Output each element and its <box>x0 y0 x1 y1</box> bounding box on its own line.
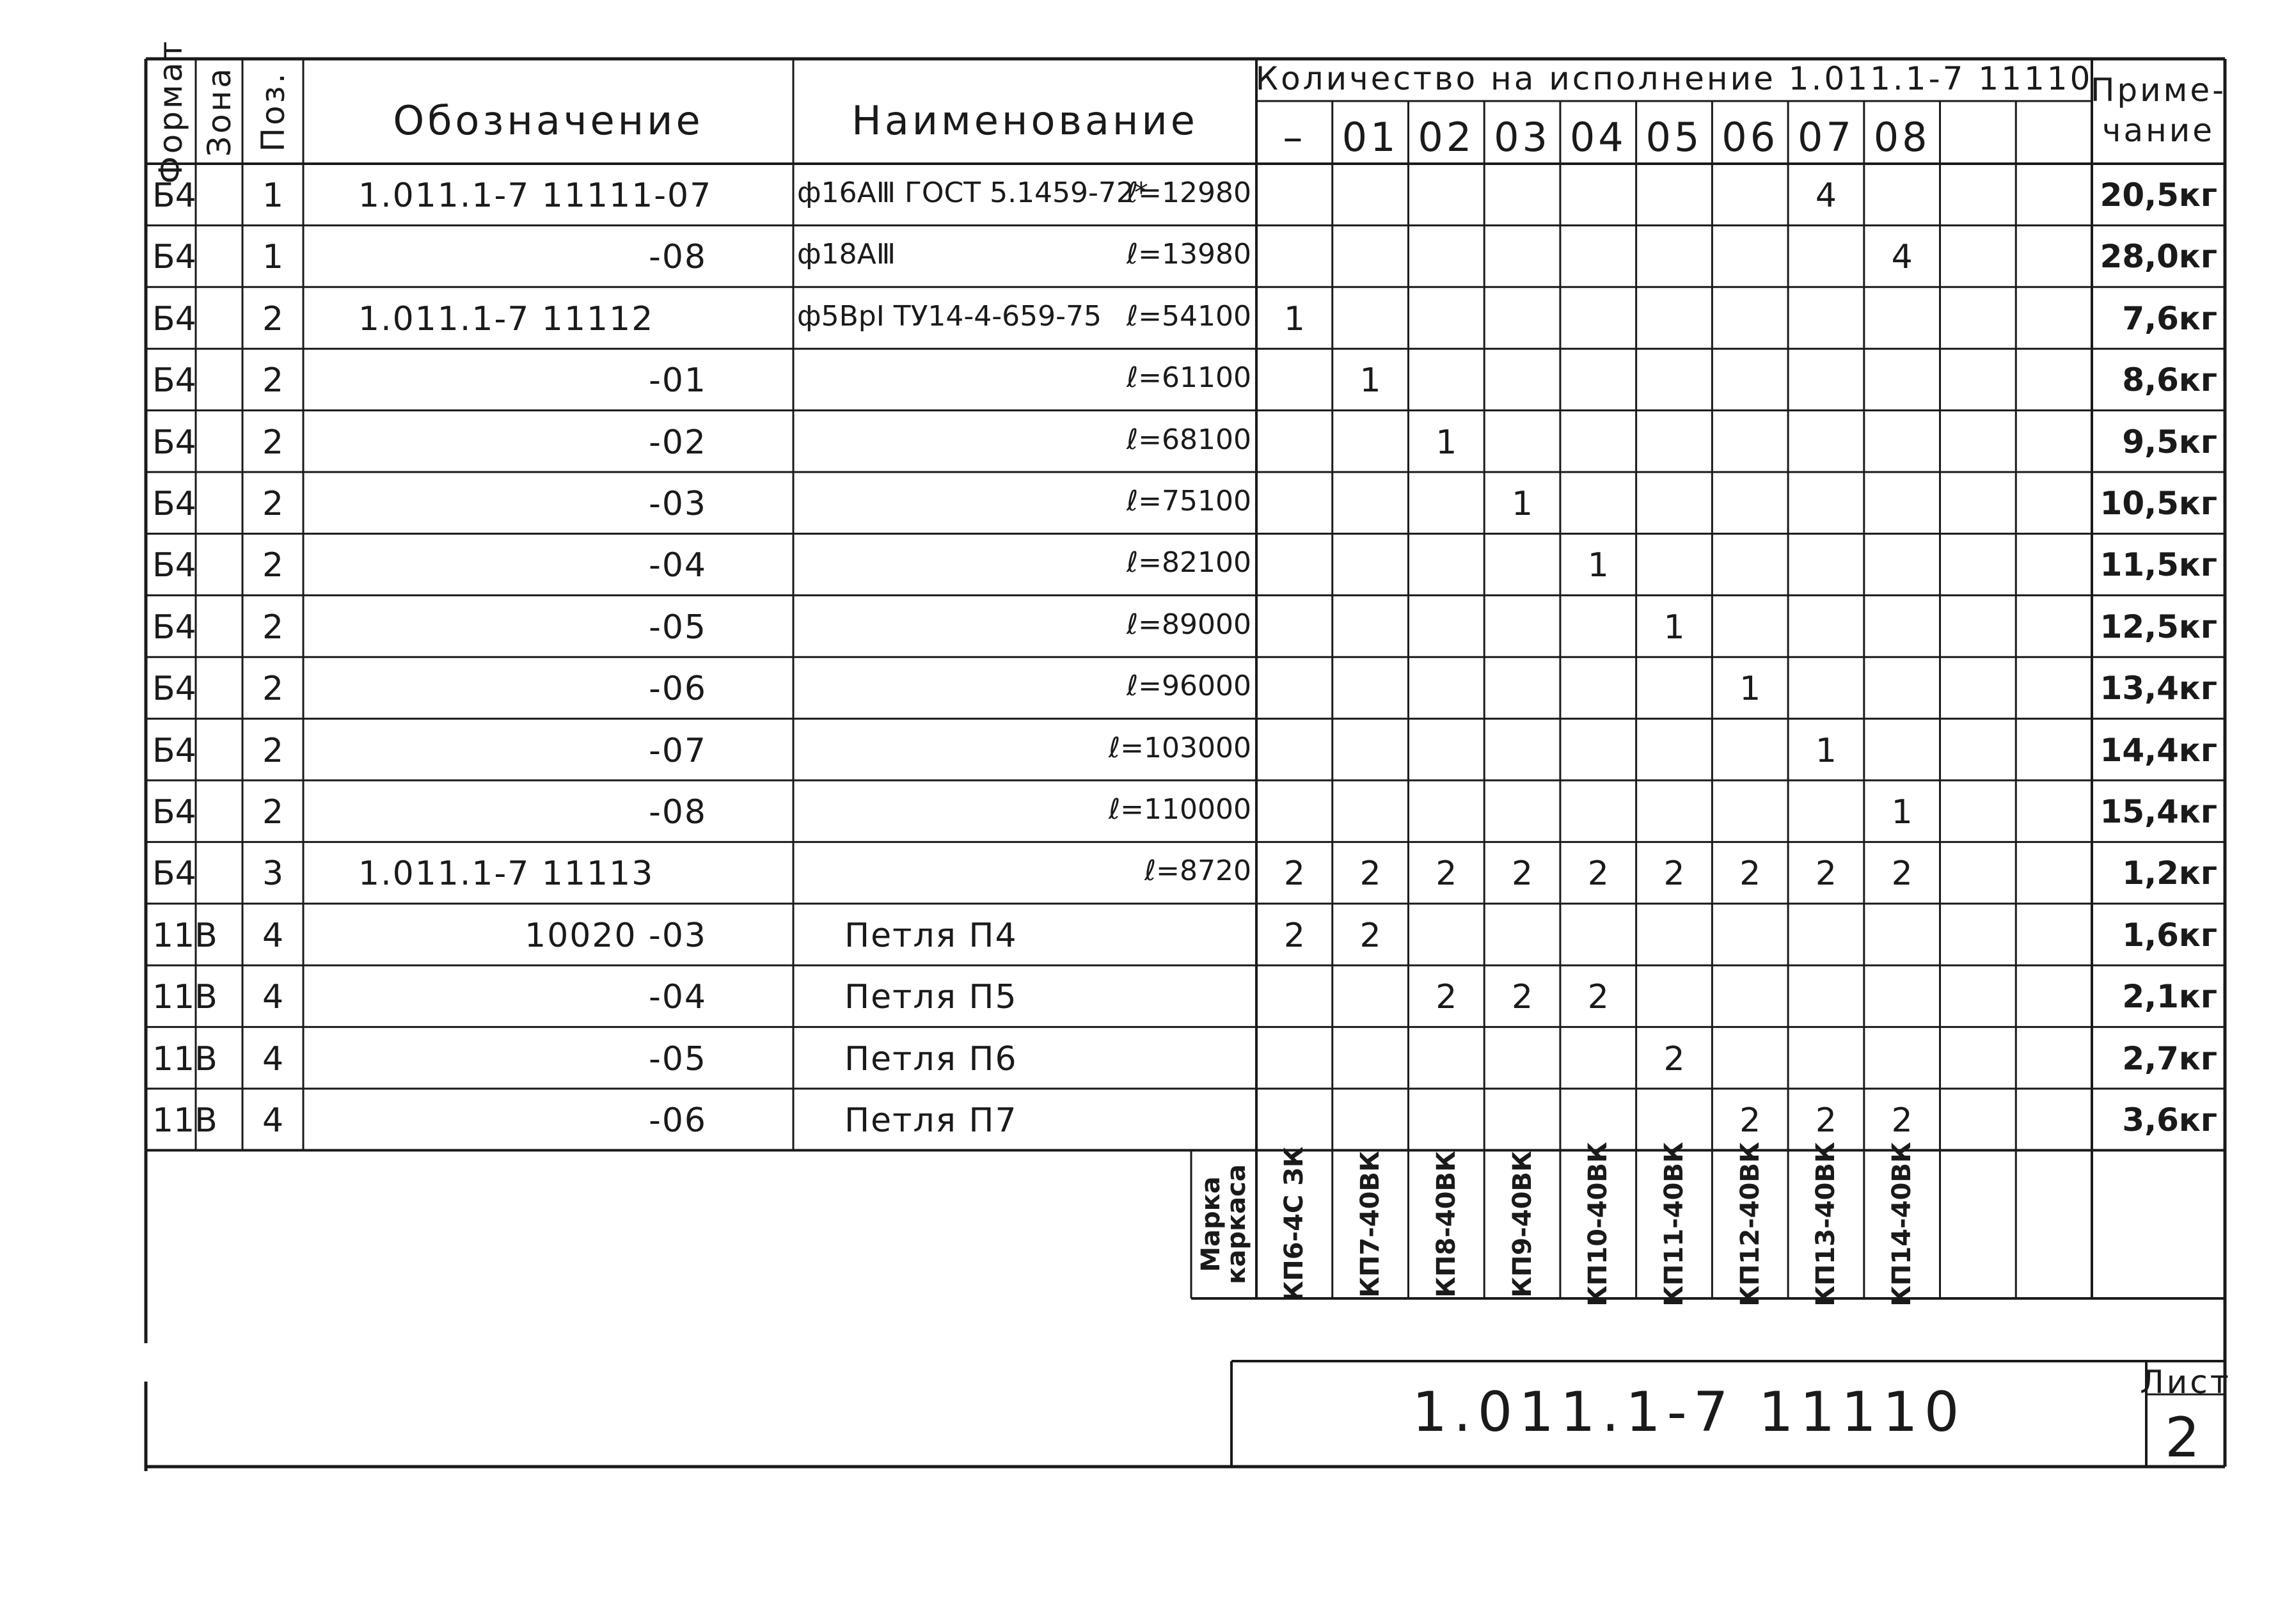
row-quantity: 2 <box>1815 1101 1837 1140</box>
row-pos: 2 <box>262 546 284 585</box>
row-quantity: 2 <box>1511 855 1533 894</box>
row-designation: 1.011.1-7 11111-07 <box>358 177 713 215</box>
row-mass-note: 28,0кг <box>2100 238 2217 276</box>
row-quantity: 1 <box>1511 485 1533 523</box>
row-name: ф5ВрⅠ ТУ14-4-659-75 <box>797 299 1102 333</box>
frame-mark-label: Марка каркаса <box>1196 1164 1251 1284</box>
frame-mark: КП11-40ВК <box>1659 1142 1689 1307</box>
row-format: 11В <box>152 916 218 955</box>
row-quantity: 2 <box>1587 855 1609 894</box>
row-format: Б4 <box>152 485 196 523</box>
row-name: Петля П7 <box>844 1101 1018 1140</box>
frame-mark: КП8-40ВК <box>1431 1151 1461 1298</box>
header-variant-6: 06 <box>1721 114 1779 161</box>
row-length: ℓ=12980 <box>1126 177 1251 209</box>
row-pos: 2 <box>262 485 284 523</box>
frame-mark: КП7-40ВК <box>1356 1151 1386 1298</box>
row-length: ℓ=89000 <box>1126 608 1251 641</box>
row-quantity: 2 <box>1511 978 1533 1017</box>
row-quantity: 1 <box>1815 731 1837 770</box>
document-code: 1.011.1-7 11110 <box>1412 1380 1966 1444</box>
row-quantity: 1 <box>1891 793 1913 832</box>
row-format: Б4 <box>152 423 196 462</box>
row-mass-note: 20,5кг <box>2100 177 2217 214</box>
row-quantity: 2 <box>1663 855 1685 894</box>
row-quantity: 1 <box>1739 670 1761 709</box>
row-quantity: 2 <box>1663 1039 1685 1078</box>
row-pos: 2 <box>262 299 284 338</box>
row-designation: 1.011.1-7 11113 <box>358 855 654 894</box>
row-format: Б4 <box>152 855 196 894</box>
header-pos: Поз. <box>254 70 292 152</box>
row-designation-suffix: 10020 -03 <box>525 916 707 955</box>
row-mass-note: 11,5кг <box>2100 546 2217 584</box>
row-name: ф18АⅢ <box>797 238 896 271</box>
row-length: ℓ=68100 <box>1126 423 1251 456</box>
row-mass-note: 13,4кг <box>2100 670 2217 707</box>
header-variant-3: 03 <box>1494 114 1551 161</box>
row-designation-suffix: -04 <box>649 978 707 1017</box>
header-note: Приме- чание <box>2090 72 2227 149</box>
row-quantity: 1 <box>1587 546 1609 585</box>
row-length: ℓ=103000 <box>1108 731 1251 764</box>
header-variant-5: 05 <box>1645 114 1703 161</box>
row-format: Б4 <box>152 238 196 277</box>
row-pos: 2 <box>262 608 284 647</box>
row-pos: 3 <box>262 855 284 894</box>
frame-mark: КП10-40ВК <box>1583 1142 1613 1307</box>
sheet-label: Лист <box>2140 1364 2231 1401</box>
row-quantity: 2 <box>1283 916 1305 955</box>
row-length: ℓ=82100 <box>1126 546 1251 579</box>
row-designation-suffix: -05 <box>649 1039 707 1078</box>
header-zone: Зона <box>200 66 238 157</box>
frame-mark: КП6-4С ЗК <box>1279 1146 1310 1302</box>
row-length: ℓ=110000 <box>1108 793 1251 826</box>
row-length: ℓ=54100 <box>1126 299 1251 333</box>
row-mass-note: 1,6кг <box>2122 916 2217 954</box>
header-name: Наименование <box>851 97 1198 144</box>
row-format: Б4 <box>152 177 196 215</box>
row-quantity: 2 <box>1739 1101 1761 1140</box>
row-pos: 4 <box>262 978 284 1017</box>
row-quantity: 1 <box>1436 423 1457 462</box>
row-mass-note: 9,5кг <box>2122 423 2217 461</box>
row-mass-note: 2,7кг <box>2122 1039 2217 1077</box>
row-name: Петля П5 <box>844 978 1018 1017</box>
row-designation-suffix: -05 <box>649 608 707 647</box>
header-quantity: Количество на исполнение 1.011.1-7 11110 <box>1255 60 2093 97</box>
row-quantity: 4 <box>1815 177 1837 215</box>
row-quantity: 1 <box>1359 361 1381 400</box>
row-length: ℓ=96000 <box>1126 670 1251 703</box>
row-quantity: 2 <box>1359 855 1381 894</box>
row-mass-note: 14,4кг <box>2100 731 2217 769</box>
row-pos: 2 <box>262 423 284 462</box>
row-quantity: 2 <box>1436 855 1457 894</box>
row-length: ℓ=61100 <box>1126 361 1251 395</box>
row-quantity: 1 <box>1283 299 1305 338</box>
row-format: Б4 <box>152 361 196 400</box>
row-mass-note: 7,6кг <box>2122 299 2217 337</box>
row-format: Б4 <box>152 299 196 338</box>
row-pos: 2 <box>262 361 284 400</box>
row-format: 11В <box>152 1039 218 1078</box>
frame-mark: КП13-40ВК <box>1811 1142 1841 1307</box>
header-variant-7: 07 <box>1798 114 1855 161</box>
row-pos: 4 <box>262 1039 284 1078</box>
row-quantity: 2 <box>1739 855 1761 894</box>
row-mass-note: 1,2кг <box>2122 855 2217 892</box>
row-pos: 2 <box>262 670 284 709</box>
header-format: Формат <box>152 38 189 184</box>
row-mass-note: 2,1кг <box>2122 978 2217 1016</box>
row-designation-suffix: -01 <box>649 361 707 400</box>
row-pos: 4 <box>262 1101 284 1140</box>
row-name: ф16АⅢ ГОСТ 5.1459-72* <box>797 177 1148 209</box>
row-name: Петля П4 <box>844 916 1018 955</box>
row-format: Б4 <box>152 546 196 585</box>
row-name: Петля П6 <box>844 1039 1018 1078</box>
row-format: Б4 <box>152 608 196 647</box>
row-quantity: 2 <box>1815 855 1837 894</box>
row-designation-suffix: -06 <box>649 670 707 709</box>
row-designation-suffix: -08 <box>649 793 707 832</box>
row-designation-suffix: -03 <box>649 485 707 523</box>
row-format: 11В <box>152 978 218 1017</box>
frame-mark: КП12-40ВК <box>1735 1142 1765 1307</box>
row-format: Б4 <box>152 793 196 832</box>
row-format: Б4 <box>152 670 196 709</box>
row-pos: 1 <box>262 238 284 277</box>
row-quantity: 4 <box>1891 238 1913 277</box>
frame-mark: КП9-40ВК <box>1507 1151 1537 1298</box>
row-designation: 1.011.1-7 11112 <box>358 299 654 338</box>
row-designation-suffix: -07 <box>649 731 707 770</box>
row-quantity: 2 <box>1436 978 1457 1017</box>
row-length: ℓ=75100 <box>1126 485 1251 517</box>
row-mass-note: 8,6кг <box>2122 361 2217 399</box>
header-variant-4: 04 <box>1569 114 1627 161</box>
row-quantity: 2 <box>1283 855 1305 894</box>
row-mass-note: 10,5кг <box>2100 485 2217 522</box>
header-variant-2: 02 <box>1418 114 1475 161</box>
row-format: 11В <box>152 1101 218 1140</box>
row-pos: 2 <box>262 731 284 770</box>
row-mass-note: 3,6кг <box>2122 1101 2217 1139</box>
row-designation-suffix: -08 <box>649 238 707 277</box>
row-designation-suffix: -04 <box>649 546 707 585</box>
row-quantity: 2 <box>1891 855 1913 894</box>
frame-mark: КП14-40ВК <box>1887 1142 1917 1307</box>
row-designation-suffix: -06 <box>649 1101 707 1140</box>
header-variant-0: – <box>1283 114 1306 161</box>
row-quantity: 2 <box>1891 1101 1913 1140</box>
row-mass-note: 12,5кг <box>2100 608 2217 645</box>
header-variant-1: 01 <box>1341 114 1399 161</box>
row-mass-note: 15,4кг <box>2100 793 2217 830</box>
header-designation: Обозначение <box>393 97 704 144</box>
row-quantity: 1 <box>1663 608 1685 647</box>
header-variant-8: 08 <box>1873 114 1931 161</box>
row-quantity: 2 <box>1359 916 1381 955</box>
sheet-number: 2 <box>2165 1406 2206 1470</box>
row-pos: 2 <box>262 793 284 832</box>
row-designation-suffix: -02 <box>649 423 707 462</box>
row-format: Б4 <box>152 731 196 770</box>
row-length: ℓ=13980 <box>1126 238 1251 271</box>
row-pos: 4 <box>262 916 284 955</box>
row-quantity: 2 <box>1587 978 1609 1017</box>
row-pos: 1 <box>262 177 284 215</box>
row-length: ℓ=8720 <box>1144 855 1251 888</box>
